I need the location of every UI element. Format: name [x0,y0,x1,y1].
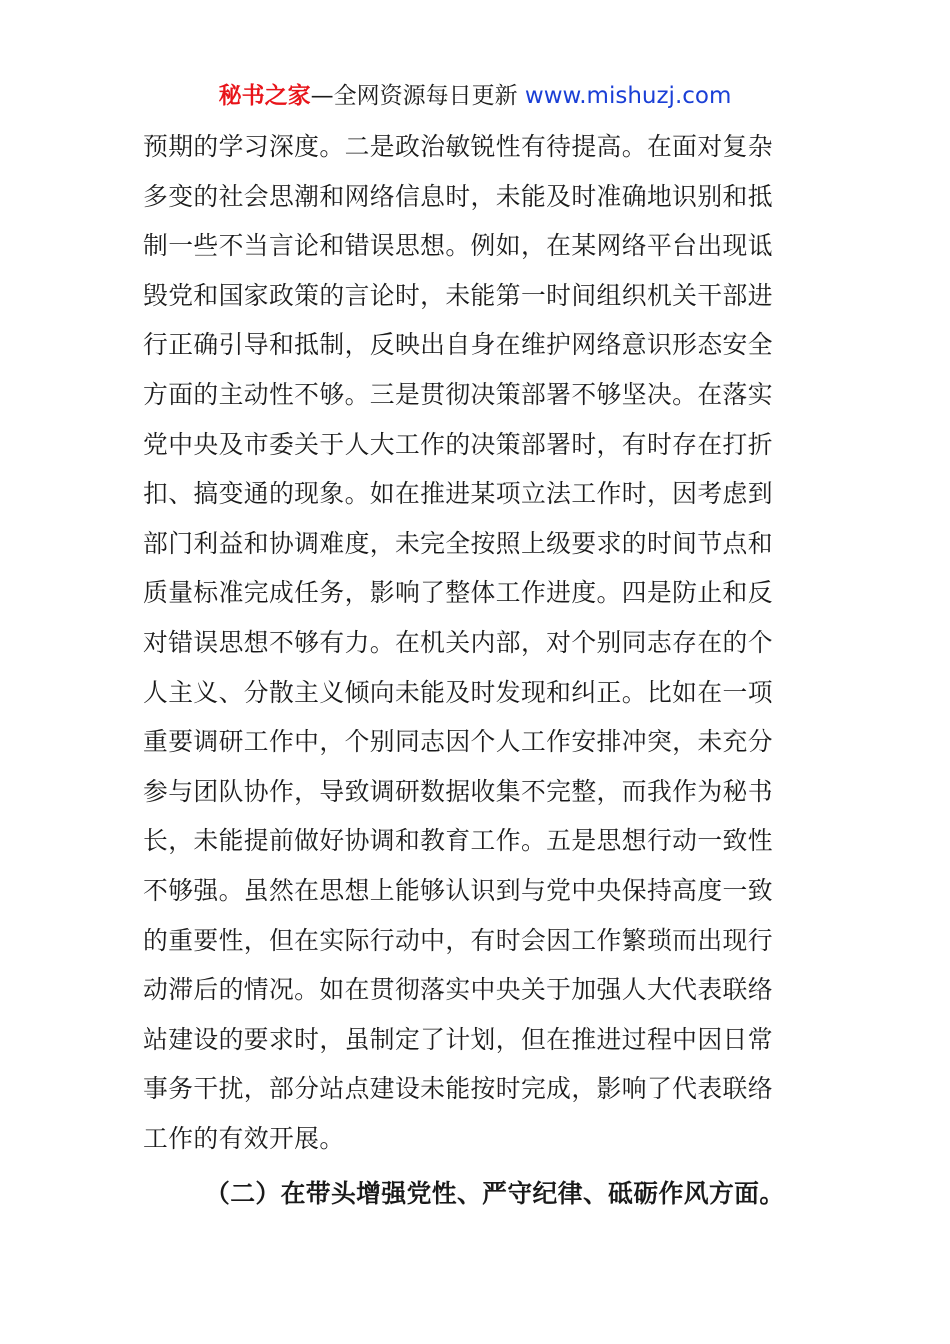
body-line: 预期的学习深度。二是政治敏锐性有待提高。在面对复杂 [143,132,773,161]
body-line: 的重要性，但在实际行动中，有时会因工作繁琐而出现行 [143,925,773,955]
site-tagline: —全网资源每日更新 [310,83,518,109]
body-line: 重要调研工作中，个别同志因个人工作安排冲突，未充分 [143,727,773,757]
body-line: 工作的有效开展。 [143,1123,345,1153]
body-line: 对错误思想不够有力。在机关内部，对个别同志存在的个 [143,627,773,657]
body-line: 党中央及市委关于人大工作的决策部署时，有时存在打折 [143,429,773,459]
body-line: 参与团队协作，导致调研数据收集不完整，而我作为秘书 [143,776,773,806]
body-line: 毁党和国家政策的言论时，未能第一时间组织机关干部进 [143,280,773,310]
body-line: 质量标准完成任务，影响了整体工作进度。四是防止和反 [143,578,773,608]
site-brand: 秘书之家 [218,83,311,109]
body-line: 制一些不当言论和错误思想。例如，在某网络平台出现诋 [143,231,773,261]
body-line: 事务干扰，部分站点建设未能按时完成，影响了代表联络 [143,1074,773,1104]
site-header [0,80,950,112]
body-line: 站建设的要求时，虽制定了计划，但在推进过程中因日常 [143,1024,773,1054]
document-body [143,122,813,1163]
body-line: 行正确引导和抵制，反映出自身在维护网络意识形态安全 [143,330,773,360]
body-line: 部门利益和协调难度，未完全按照上级要求的时间节点和 [143,528,773,558]
body-line: 不够强。虽然在思想上能够认识到与党中央保持高度一致 [143,875,773,905]
body-line: 人主义、分散主义倾向未能及时发现和纠正。比如在一项 [143,677,773,707]
body-line: 扣、搞变通的现象。如在推进某项立法工作时，因考虑到 [143,479,773,509]
body-line: 方面的主动性不够。三是贯彻决策部署不够坚决。在落实 [143,379,773,409]
body-line: 长，未能提前做好协调和教育工作。五是思想行动一致性 [143,826,773,856]
body-line: 动滞后的情况。如在贯彻落实中央关于加强人大代表联络 [143,975,773,1005]
body-line: 多变的社会思潮和网络信息时，未能及时准确地识别和抵 [143,181,773,211]
section-heading: （二）在带头增强党性、严守纪律、砥砺作风方面。 [205,1179,785,1208]
site-url[interactable]: www.mishuzj.com [524,83,732,109]
